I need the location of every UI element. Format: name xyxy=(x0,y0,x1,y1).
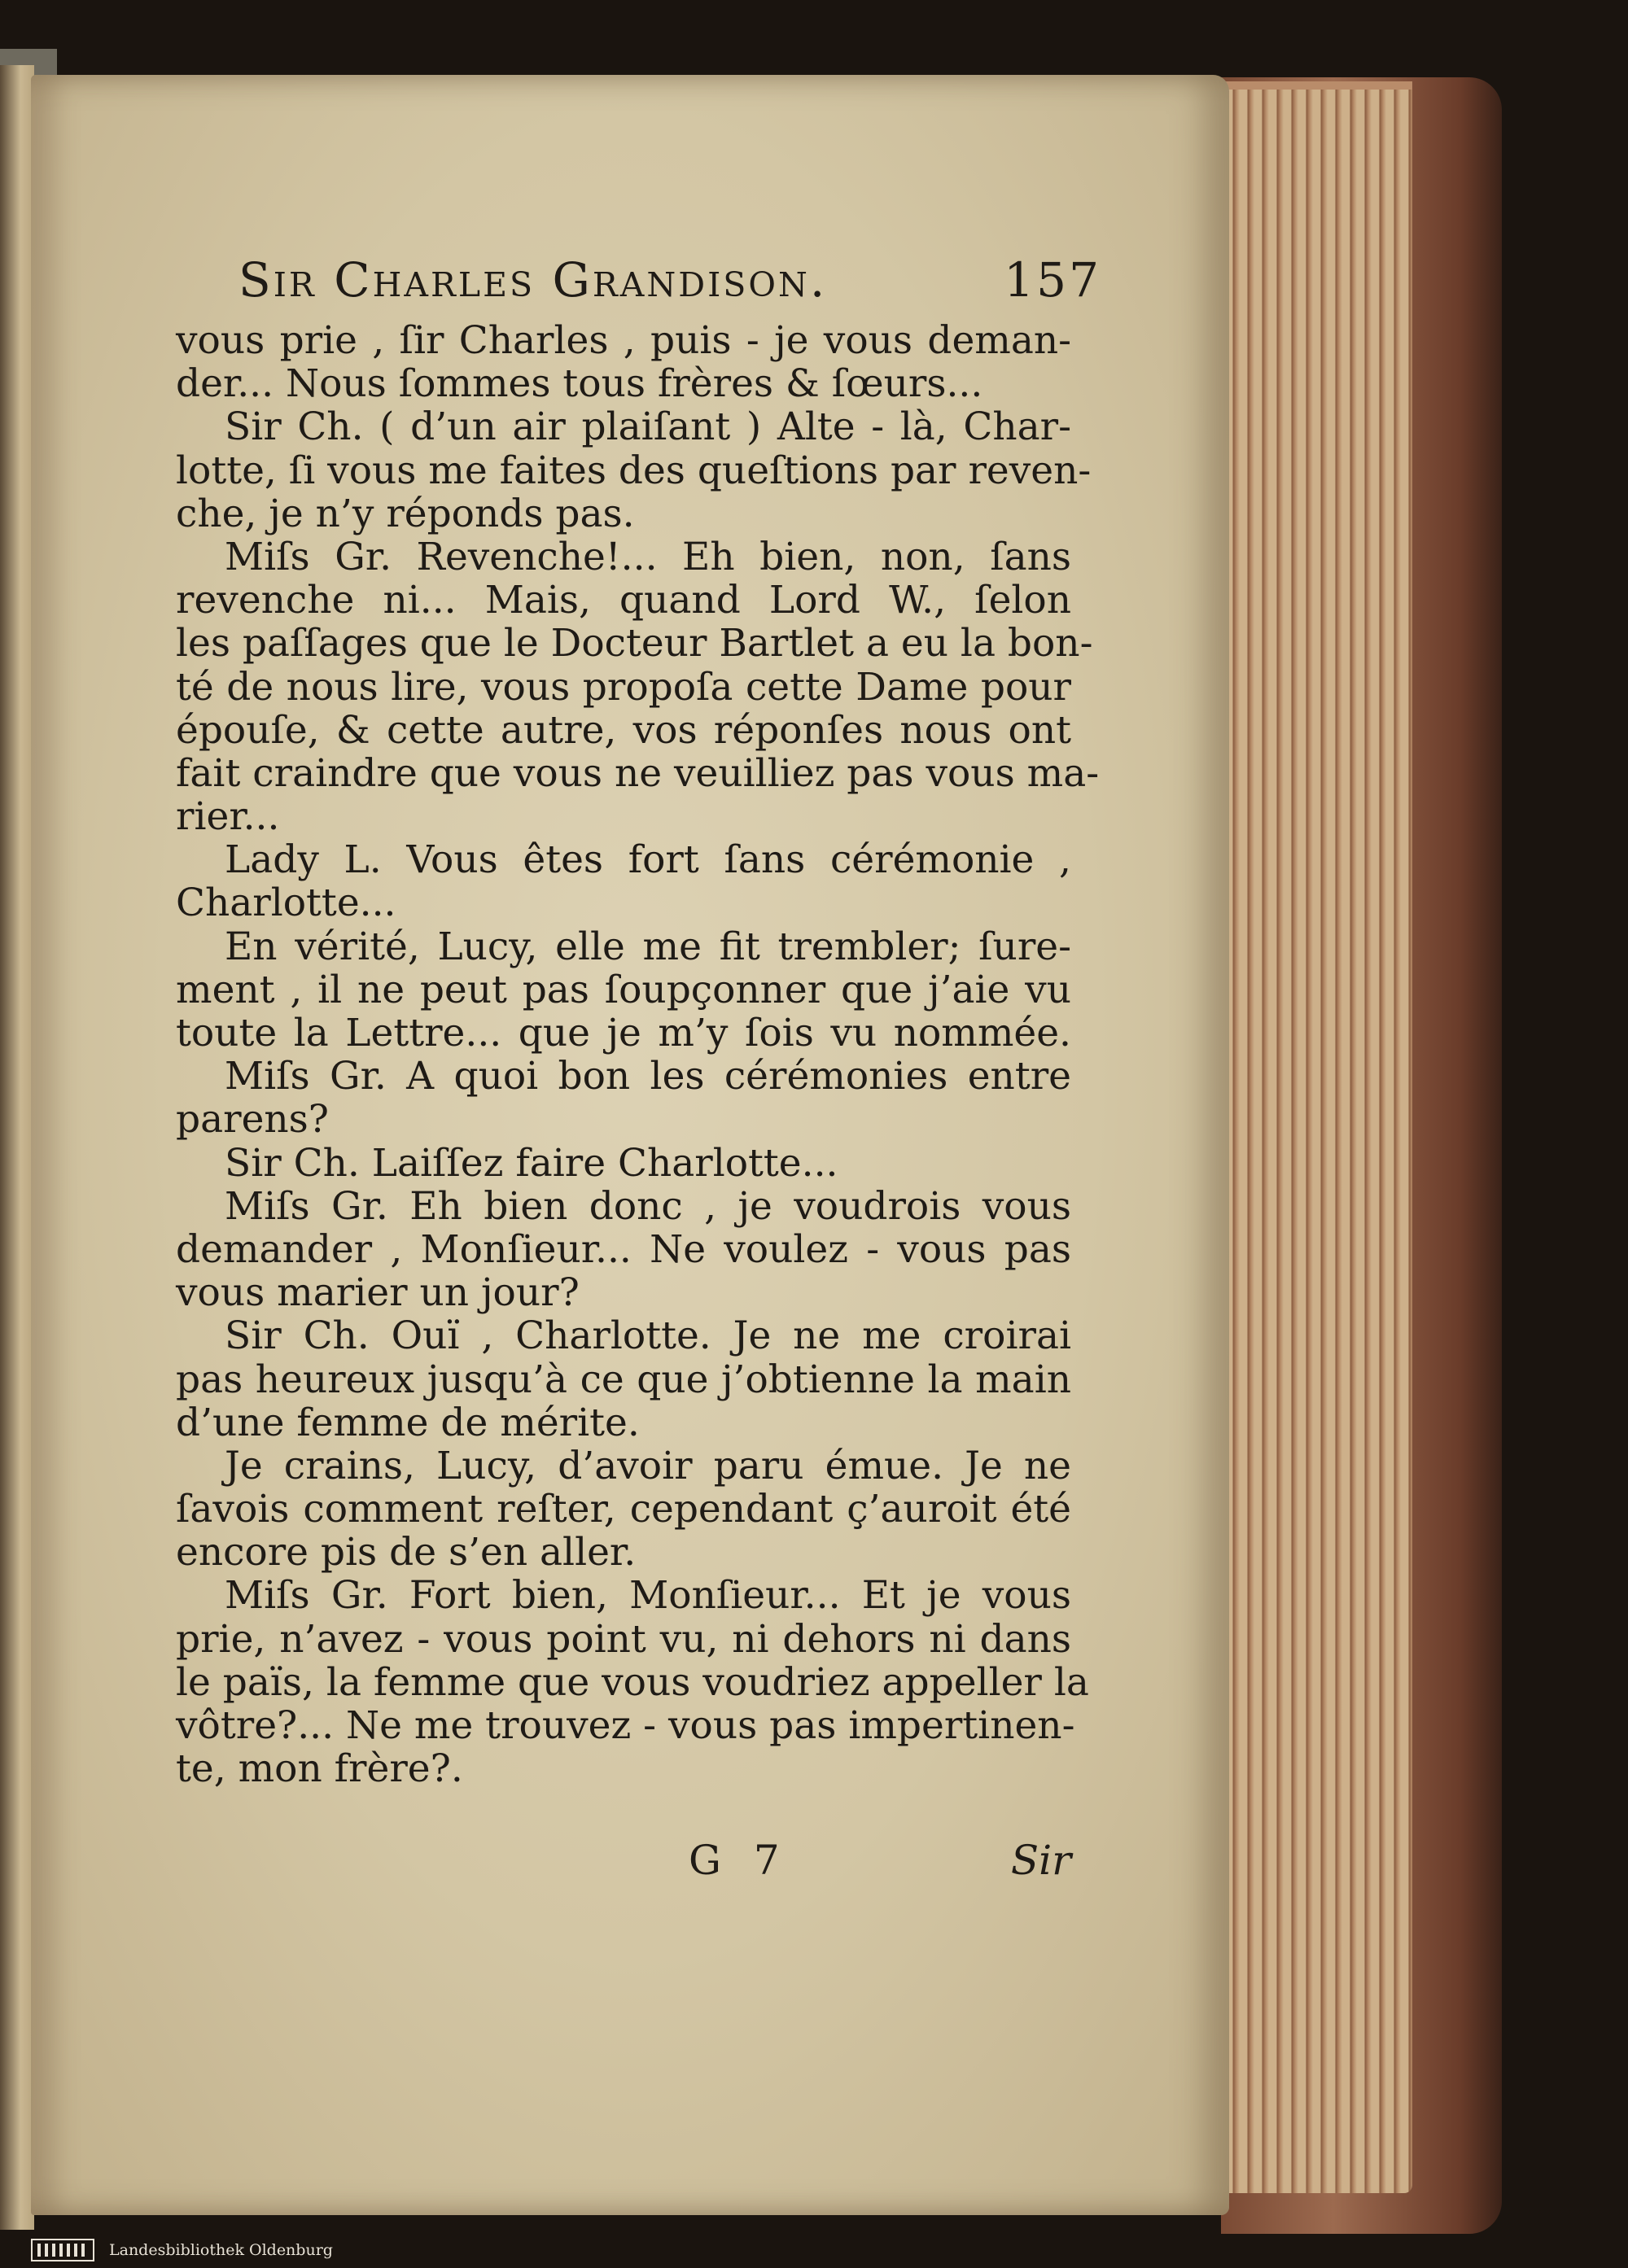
text-line: Miſs Gr. Fort bien, Monſieur... Et je vous xyxy=(225,1573,1071,1619)
text-line: d’une femme de mérite. xyxy=(176,1400,640,1445)
text-line: toute la Lettre... que je m’y ſois vu nommée. xyxy=(176,1011,1071,1055)
text-line: le païs, la femme que vous voudriez appeller la xyxy=(176,1659,1089,1705)
text-line: lotte, ſi vous me faites des queſtions par reven- xyxy=(176,448,1092,493)
logo-columns xyxy=(37,2244,88,2257)
text-line: te, mon frère?. xyxy=(176,1746,463,1792)
text-line: prie, n’avez - vous point vu, ni dehors ni dans xyxy=(176,1616,1071,1662)
text-line: Sir Ch. Laiſſez faire Charlotte... xyxy=(225,1140,838,1186)
left-page-edge xyxy=(0,65,34,2230)
text-line: che, je n’y réponds pas. xyxy=(176,491,635,536)
signature-mark: G 7 xyxy=(689,1837,790,1884)
text-line: vous prie , ſir Charles , puis - je vous deman- xyxy=(176,318,1071,363)
banner-label: Landesbibliothek Oldenburg xyxy=(109,2241,333,2259)
text-line: les paſſages que le Docteur Bartlet a eu la bon- xyxy=(176,621,1093,666)
text-line: der... Nous ſommes tous frères & ſœurs... xyxy=(176,361,983,407)
text-line: pas heureux jusqu’à ce que j’obtienne la main xyxy=(176,1357,1071,1402)
book-page xyxy=(31,75,1229,2215)
text-line: épouſe, & cette autre, vos réponſes nous ont xyxy=(176,707,1071,753)
page-block-edges xyxy=(1225,90,1412,2193)
page-number: 157 xyxy=(1004,252,1101,308)
text-line: ment , il ne peut pas ſoupçonner que j’aie vu xyxy=(176,967,1071,1012)
text-line: Charlotte... xyxy=(176,881,396,926)
text-line: Sir Ch. Ouï , Charlotte. Je ne me croirai xyxy=(225,1313,1071,1359)
catchword: Sir xyxy=(1010,1837,1071,1884)
running-head-title: Sir Charles Grandison. xyxy=(239,252,828,308)
text-line: Lady L. Vous êtes fort ſans cérémonie , xyxy=(225,837,1071,883)
text-line: vôtre?... Ne me trouvez - vous pas impertinen- xyxy=(176,1703,1075,1748)
page-footer xyxy=(176,1837,1071,1894)
text-line: Miſs Gr. Eh bien donc , je voudrois vous xyxy=(225,1183,1071,1229)
text-line: fait craindre que vous ne veuilliez pas vous ma- xyxy=(176,750,1100,796)
text-line: demander , Monſieur... Ne voulez - vous pas xyxy=(176,1226,1071,1272)
text-line: Je crains, Lucy, d’avoir paru émue. Je ne xyxy=(225,1443,1071,1488)
text-line: revenche ni... Mais, quand Lord W., ſelon xyxy=(176,578,1071,623)
text-line: ſavois comment reſter, cependant ç’auroit été xyxy=(176,1487,1071,1532)
text-line: té de nous lire, vous propoſa cette Dame pour xyxy=(176,664,1071,710)
text-line: vous marier un jour? xyxy=(176,1270,580,1316)
running-head xyxy=(239,252,1101,326)
text-line: rier... xyxy=(176,794,280,840)
text-line: encore pis de s’en aller. xyxy=(176,1530,637,1575)
page-content xyxy=(31,75,1229,2215)
body-text xyxy=(176,318,1100,1792)
text-line: parens? xyxy=(176,1097,329,1143)
text-line: Sir Ch. ( d’un air plaiſant ) Alte - là, Char- xyxy=(225,404,1071,450)
library-building-icon xyxy=(31,2239,94,2261)
text-line: En vérité, Lucy, elle me fit trembler; ſure- xyxy=(225,924,1071,969)
text-line: Miſs Gr. Revenche!... Eh bien, non, ſans xyxy=(225,534,1071,579)
footer-banner xyxy=(0,2234,1628,2268)
text-line: Miſs Gr. A quoi bon les cérémonies entre xyxy=(225,1054,1071,1099)
